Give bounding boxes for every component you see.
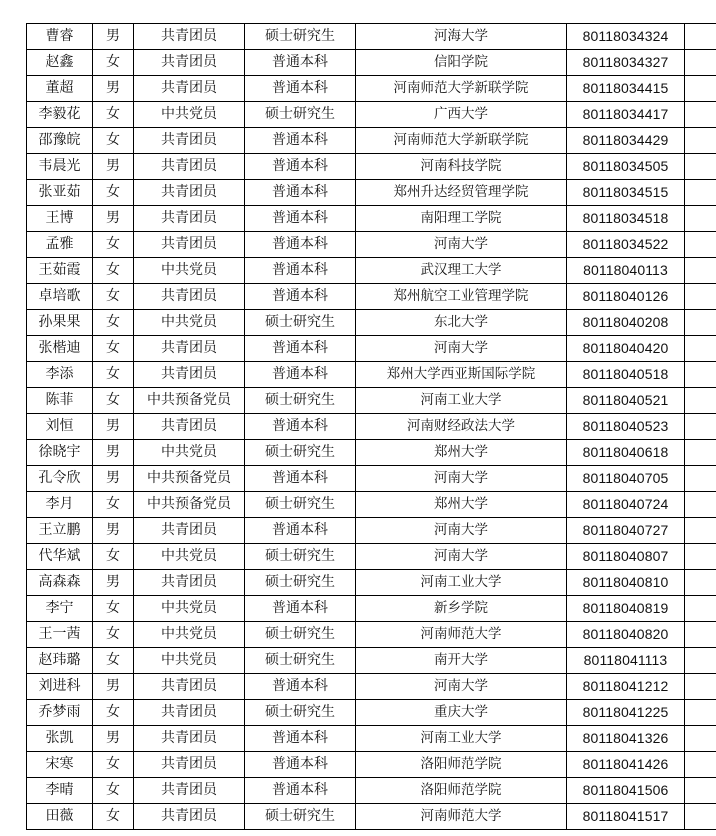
candidate-number-cell: 80118034324 <box>567 24 685 50</box>
table-row <box>27 50 716 76</box>
empty-cell <box>685 24 716 50</box>
name-cell: 乔梦雨 <box>27 700 93 726</box>
gender-cell: 男 <box>93 726 134 752</box>
gender-cell: 女 <box>93 232 134 258</box>
name-cell: 刘恒 <box>27 414 93 440</box>
school-cell: 新乡学院 <box>356 596 567 622</box>
empty-cell <box>685 700 716 726</box>
table-row <box>27 700 716 726</box>
name-cell: 孟雅 <box>27 232 93 258</box>
table-row <box>27 180 716 206</box>
school-cell: 郑州大学 <box>356 492 567 518</box>
school-cell: 河南工业大学 <box>356 388 567 414</box>
empty-cell <box>685 50 716 76</box>
gender-cell: 女 <box>93 310 134 336</box>
empty-cell <box>685 128 716 154</box>
name-cell: 高森森 <box>27 570 93 596</box>
education-cell: 普通本科 <box>245 128 356 154</box>
school-cell: 郑州升达经贸管理学院 <box>356 180 567 206</box>
education-cell: 普通本科 <box>245 466 356 492</box>
education-cell: 普通本科 <box>245 50 356 76</box>
education-cell: 普通本科 <box>245 752 356 778</box>
school-cell: 信阳学院 <box>356 50 567 76</box>
candidate-number-cell: 80118034417 <box>567 102 685 128</box>
political-status-cell: 共青团员 <box>134 804 245 830</box>
name-cell: 韦晨光 <box>27 154 93 180</box>
empty-cell <box>685 648 716 674</box>
empty-cell <box>685 726 716 752</box>
table-row <box>27 232 716 258</box>
candidate-number-cell: 80118034429 <box>567 128 685 154</box>
candidate-number-cell: 80118040208 <box>567 310 685 336</box>
gender-cell: 女 <box>93 284 134 310</box>
school-cell: 武汉理工大学 <box>356 258 567 284</box>
table-row <box>27 362 716 388</box>
education-cell: 普通本科 <box>245 518 356 544</box>
gender-cell: 女 <box>93 258 134 284</box>
empty-cell <box>685 76 716 102</box>
table-row <box>27 518 716 544</box>
name-cell: 赵鑫 <box>27 50 93 76</box>
table-body <box>27 24 716 830</box>
political-status-cell: 共青团员 <box>134 284 245 310</box>
table-row <box>27 258 716 284</box>
candidate-number-cell: 80118040820 <box>567 622 685 648</box>
candidate-number-cell: 80118041506 <box>567 778 685 804</box>
candidate-number-cell: 80118040523 <box>567 414 685 440</box>
political-status-cell: 共青团员 <box>134 752 245 778</box>
name-cell: 田薇 <box>27 804 93 830</box>
table-row <box>27 648 716 674</box>
gender-cell: 男 <box>93 206 134 232</box>
empty-cell <box>685 440 716 466</box>
political-status-cell: 中共党员 <box>134 622 245 648</box>
name-cell: 李宁 <box>27 596 93 622</box>
candidate-number-cell: 80118034415 <box>567 76 685 102</box>
gender-cell: 女 <box>93 804 134 830</box>
political-status-cell: 中共党员 <box>134 596 245 622</box>
name-cell: 张凯 <box>27 726 93 752</box>
education-cell: 硕士研究生 <box>245 544 356 570</box>
education-cell: 普通本科 <box>245 596 356 622</box>
table-row <box>27 388 716 414</box>
school-cell: 河海大学 <box>356 24 567 50</box>
education-cell: 普通本科 <box>245 180 356 206</box>
candidate-number-cell: 80118040724 <box>567 492 685 518</box>
candidate-number-cell: 80118040518 <box>567 362 685 388</box>
candidate-number-cell: 80118040618 <box>567 440 685 466</box>
political-status-cell: 共青团员 <box>134 154 245 180</box>
empty-cell <box>685 362 716 388</box>
empty-cell <box>685 232 716 258</box>
table-row <box>27 24 716 50</box>
political-status-cell: 共青团员 <box>134 778 245 804</box>
candidate-number-cell: 80118034327 <box>567 50 685 76</box>
education-cell: 普通本科 <box>245 232 356 258</box>
table-row <box>27 128 716 154</box>
political-status-cell: 中共预备党员 <box>134 492 245 518</box>
education-cell: 硕士研究生 <box>245 310 356 336</box>
empty-cell <box>685 414 716 440</box>
empty-cell <box>685 180 716 206</box>
gender-cell: 女 <box>93 648 134 674</box>
education-cell: 硕士研究生 <box>245 804 356 830</box>
empty-cell <box>685 570 716 596</box>
name-cell: 李添 <box>27 362 93 388</box>
education-cell: 普通本科 <box>245 154 356 180</box>
political-status-cell: 共青团员 <box>134 362 245 388</box>
table-row <box>27 804 716 830</box>
empty-cell <box>685 206 716 232</box>
name-cell: 张亚茹 <box>27 180 93 206</box>
table-row <box>27 752 716 778</box>
political-status-cell: 中共党员 <box>134 544 245 570</box>
school-cell: 南开大学 <box>356 648 567 674</box>
name-cell: 代华斌 <box>27 544 93 570</box>
table-row <box>27 440 716 466</box>
school-cell: 河南大学 <box>356 674 567 700</box>
education-cell: 硕士研究生 <box>245 388 356 414</box>
political-status-cell: 共青团员 <box>134 24 245 50</box>
gender-cell: 男 <box>93 24 134 50</box>
candidate-number-cell: 80118040126 <box>567 284 685 310</box>
candidate-number-cell: 80118034505 <box>567 154 685 180</box>
gender-cell: 男 <box>93 414 134 440</box>
education-cell: 普通本科 <box>245 778 356 804</box>
education-cell: 硕士研究生 <box>245 102 356 128</box>
name-cell: 李晴 <box>27 778 93 804</box>
table-row <box>27 492 716 518</box>
political-status-cell: 共青团员 <box>134 336 245 362</box>
table-row <box>27 414 716 440</box>
candidate-number-cell: 80118041113 <box>567 648 685 674</box>
gender-cell: 女 <box>93 778 134 804</box>
political-status-cell: 共青团员 <box>134 674 245 700</box>
candidate-number-cell: 80118041426 <box>567 752 685 778</box>
empty-cell <box>685 492 716 518</box>
political-status-cell: 中共党员 <box>134 310 245 336</box>
gender-cell: 女 <box>93 596 134 622</box>
political-status-cell: 共青团员 <box>134 128 245 154</box>
candidate-number-cell: 80118034518 <box>567 206 685 232</box>
candidate-number-cell: 80118040705 <box>567 466 685 492</box>
political-status-cell: 共青团员 <box>134 180 245 206</box>
candidate-number-cell: 80118034522 <box>567 232 685 258</box>
gender-cell: 男 <box>93 154 134 180</box>
education-cell: 硕士研究生 <box>245 648 356 674</box>
table-row <box>27 310 716 336</box>
name-cell: 董超 <box>27 76 93 102</box>
education-cell: 普通本科 <box>245 336 356 362</box>
empty-cell <box>685 596 716 622</box>
candidate-number-cell: 80118040810 <box>567 570 685 596</box>
name-cell: 宋寒 <box>27 752 93 778</box>
table-row <box>27 336 716 362</box>
political-status-cell: 共青团员 <box>134 50 245 76</box>
school-cell: 河南财经政法大学 <box>356 414 567 440</box>
political-status-cell: 共青团员 <box>134 232 245 258</box>
gender-cell: 女 <box>93 700 134 726</box>
education-cell: 硕士研究生 <box>245 570 356 596</box>
gender-cell: 女 <box>93 180 134 206</box>
name-cell: 孔令欣 <box>27 466 93 492</box>
political-status-cell: 中共预备党员 <box>134 466 245 492</box>
political-status-cell: 共青团员 <box>134 206 245 232</box>
school-cell: 河南大学 <box>356 466 567 492</box>
education-cell: 普通本科 <box>245 726 356 752</box>
education-cell: 硕士研究生 <box>245 492 356 518</box>
gender-cell: 女 <box>93 492 134 518</box>
name-cell: 王一茜 <box>27 622 93 648</box>
political-status-cell: 共青团员 <box>134 700 245 726</box>
gender-cell: 男 <box>93 76 134 102</box>
education-cell: 硕士研究生 <box>245 622 356 648</box>
gender-cell: 女 <box>93 128 134 154</box>
school-cell: 郑州大学西亚斯国际学院 <box>356 362 567 388</box>
gender-cell: 男 <box>93 440 134 466</box>
empty-cell <box>685 674 716 700</box>
name-cell: 赵玮璐 <box>27 648 93 674</box>
political-status-cell: 中共预备党员 <box>134 388 245 414</box>
candidate-number-cell: 80118034515 <box>567 180 685 206</box>
education-cell: 硕士研究生 <box>245 24 356 50</box>
empty-cell <box>685 466 716 492</box>
school-cell: 洛阳师范学院 <box>356 778 567 804</box>
table-row <box>27 544 716 570</box>
gender-cell: 女 <box>93 752 134 778</box>
empty-cell <box>685 258 716 284</box>
education-cell: 硕士研究生 <box>245 700 356 726</box>
political-status-cell: 中共党员 <box>134 258 245 284</box>
empty-cell <box>685 804 716 830</box>
political-status-cell: 共青团员 <box>134 726 245 752</box>
candidate-number-cell: 80118041212 <box>567 674 685 700</box>
political-status-cell: 中共党员 <box>134 648 245 674</box>
school-cell: 河南大学 <box>356 232 567 258</box>
empty-cell <box>685 102 716 128</box>
school-cell: 河南师范大学新联学院 <box>356 128 567 154</box>
candidate-number-cell: 80118040420 <box>567 336 685 362</box>
school-cell: 广西大学 <box>356 102 567 128</box>
table-row <box>27 466 716 492</box>
school-cell: 东北大学 <box>356 310 567 336</box>
education-cell: 普通本科 <box>245 414 356 440</box>
table-row <box>27 76 716 102</box>
empty-cell <box>685 336 716 362</box>
name-cell: 张楷迪 <box>27 336 93 362</box>
gender-cell: 男 <box>93 466 134 492</box>
empty-cell <box>685 284 716 310</box>
name-cell: 王立鹏 <box>27 518 93 544</box>
school-cell: 南阳理工学院 <box>356 206 567 232</box>
empty-cell <box>685 752 716 778</box>
political-status-cell: 中共党员 <box>134 440 245 466</box>
school-cell: 重庆大学 <box>356 700 567 726</box>
school-cell: 河南师范大学 <box>356 804 567 830</box>
political-status-cell: 共青团员 <box>134 570 245 596</box>
table-row <box>27 570 716 596</box>
name-cell: 王博 <box>27 206 93 232</box>
name-cell: 卓培歌 <box>27 284 93 310</box>
gender-cell: 女 <box>93 622 134 648</box>
candidate-number-cell: 80118040819 <box>567 596 685 622</box>
education-cell: 普通本科 <box>245 206 356 232</box>
name-cell: 王茹霞 <box>27 258 93 284</box>
school-cell: 郑州大学 <box>356 440 567 466</box>
name-cell: 李毅花 <box>27 102 93 128</box>
gender-cell: 女 <box>93 362 134 388</box>
education-cell: 普通本科 <box>245 76 356 102</box>
gender-cell: 男 <box>93 674 134 700</box>
education-cell: 普通本科 <box>245 674 356 700</box>
table-row <box>27 284 716 310</box>
school-cell: 河南师范大学 <box>356 622 567 648</box>
name-cell: 李月 <box>27 492 93 518</box>
school-cell: 河南科技学院 <box>356 154 567 180</box>
gender-cell: 女 <box>93 102 134 128</box>
candidate-number-cell: 80118040521 <box>567 388 685 414</box>
empty-cell <box>685 310 716 336</box>
table-row <box>27 102 716 128</box>
candidate-number-cell: 80118040727 <box>567 518 685 544</box>
table-row <box>27 778 716 804</box>
empty-cell <box>685 622 716 648</box>
gender-cell: 女 <box>93 50 134 76</box>
gender-cell: 男 <box>93 518 134 544</box>
empty-cell <box>685 544 716 570</box>
table-row <box>27 726 716 752</box>
empty-cell <box>685 778 716 804</box>
name-cell: 邵豫皖 <box>27 128 93 154</box>
table-row <box>27 674 716 700</box>
school-cell: 洛阳师范学院 <box>356 752 567 778</box>
education-cell: 普通本科 <box>245 284 356 310</box>
candidate-number-cell: 80118041326 <box>567 726 685 752</box>
school-cell: 河南大学 <box>356 518 567 544</box>
empty-cell <box>685 518 716 544</box>
gender-cell: 男 <box>93 570 134 596</box>
candidate-number-cell: 80118041517 <box>567 804 685 830</box>
name-cell: 刘进科 <box>27 674 93 700</box>
name-cell: 陈菲 <box>27 388 93 414</box>
name-cell: 孙果果 <box>27 310 93 336</box>
table-row <box>27 206 716 232</box>
name-cell: 曹睿 <box>27 24 93 50</box>
table-row <box>27 622 716 648</box>
school-cell: 河南大学 <box>356 544 567 570</box>
school-cell: 河南工业大学 <box>356 570 567 596</box>
table-row <box>27 154 716 180</box>
education-cell: 普通本科 <box>245 362 356 388</box>
political-status-cell: 共青团员 <box>134 76 245 102</box>
education-cell: 普通本科 <box>245 258 356 284</box>
empty-cell <box>685 388 716 414</box>
candidate-number-cell: 80118040113 <box>567 258 685 284</box>
gender-cell: 女 <box>93 544 134 570</box>
gender-cell: 女 <box>93 336 134 362</box>
school-cell: 河南师范大学新联学院 <box>356 76 567 102</box>
school-cell: 河南工业大学 <box>356 726 567 752</box>
school-cell: 河南大学 <box>356 336 567 362</box>
name-cell: 徐晓宇 <box>27 440 93 466</box>
empty-cell <box>685 154 716 180</box>
candidate-number-cell: 80118041225 <box>567 700 685 726</box>
candidate-table <box>26 23 716 830</box>
political-status-cell: 共青团员 <box>134 518 245 544</box>
table-row <box>27 596 716 622</box>
gender-cell: 女 <box>93 388 134 414</box>
education-cell: 硕士研究生 <box>245 440 356 466</box>
political-status-cell: 中共党员 <box>134 102 245 128</box>
school-cell: 郑州航空工业管理学院 <box>356 284 567 310</box>
political-status-cell: 共青团员 <box>134 414 245 440</box>
candidate-number-cell: 80118040807 <box>567 544 685 570</box>
